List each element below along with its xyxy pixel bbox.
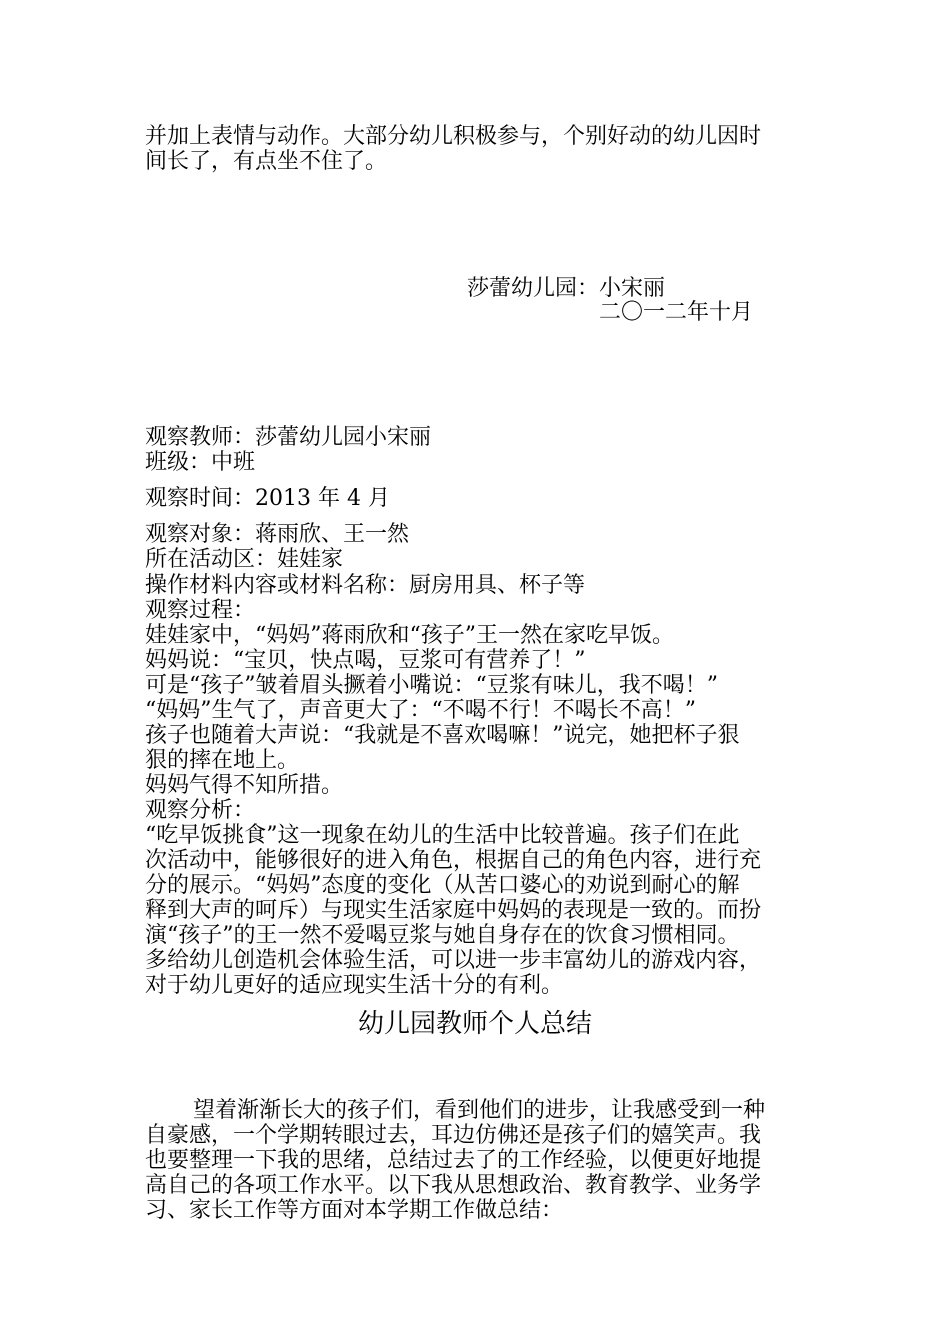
signature-date: 二〇一二年十月 [599,300,754,325]
process-line: 妈妈说：“宝贝，快点喝，豆浆可有营养了！” [145,648,586,673]
summary-line: 高自己的各项工作水平。以下我从思想政治、教育教学、业务学 [145,1173,762,1198]
signature-author: 莎蕾幼儿园：小宋丽 [467,276,666,301]
summary-title: 幼儿园教师个人总结 [357,1009,592,1039]
activity-area: 所在活动区：娃娃家 [145,547,344,572]
analysis-line: 演“孩子”的王一然不爱喝豆浆与她自身存在的饮食习惯相同。 [145,923,740,948]
analysis-heading: 观察分析： [145,798,256,823]
process-line: “妈妈”生气了，声音更大了：“不喝不行！不喝长不高！” [145,698,696,723]
materials: 操作材料内容或材料名称：厨房用具、杯子等 [145,573,586,598]
summary-line: 自豪感，一个学期转眼过去，耳边仿佛还是孩子们的嬉笑声。我 [145,1123,762,1148]
process-line: 可是“孩子”皱着眉头撅着小嘴说：“豆浆有味儿，我不喝！” [145,673,718,698]
observer-teacher: 观察教师：莎蕾幼儿园小宋丽 [145,425,432,450]
analysis-line: 多给幼儿创造机会体验生活，可以进一步丰富幼儿的游戏内容， [145,948,762,973]
intro-line: 并加上表情与动作。大部分幼儿积极参与，个别好动的幼儿因时 [145,124,762,149]
intro-line: 间长了，有点坐不住了。 [145,149,388,174]
observer-class: 班级：中班 [145,450,256,475]
analysis-line: 次活动中，能够很好的进入角色，根据自己的角色内容，进行充 [145,848,762,873]
process-line: 孩子也随着大声说：“我就是不喜欢喝嘛！”说完，她把杯子狠 [145,723,740,748]
process-line: 狠的摔在地上。 [145,748,300,773]
analysis-line: “吃早饭挑食”这一现象在幼儿的生活中比较普遍。孩子们在此 [145,823,740,848]
summary-line: 望着渐渐长大的孩子们，看到他们的进步，让我感受到一种 [193,1098,766,1123]
summary-line: 习、家长工作等方面对本学期工作做总结： [145,1198,564,1223]
process-line: 娃娃家中，“妈妈”蒋雨欣和“孩子”王一然在家吃早饭。 [145,623,674,648]
process-heading: 观察过程： [145,598,256,623]
analysis-line: 分的展示。“妈妈”态度的变化（从苦口婆心的劝说到耐心的解 [145,873,740,898]
observation-time: 观察时间：2013 年 4 月 [145,486,390,511]
summary-line: 也要整理一下我的思绪，总结过去了的工作经验，以便更好地提 [145,1148,762,1173]
process-line: 妈妈气得不知所措。 [145,773,344,798]
observation-subjects: 观察对象：蒋雨欣、王一然 [145,522,410,547]
analysis-line: 对于幼儿更好的适应现实生活十分的有利。 [145,973,564,998]
analysis-line: 释到大声的呵斥）与现实生活家庭中妈妈的表现是一致的。而扮 [145,898,762,923]
